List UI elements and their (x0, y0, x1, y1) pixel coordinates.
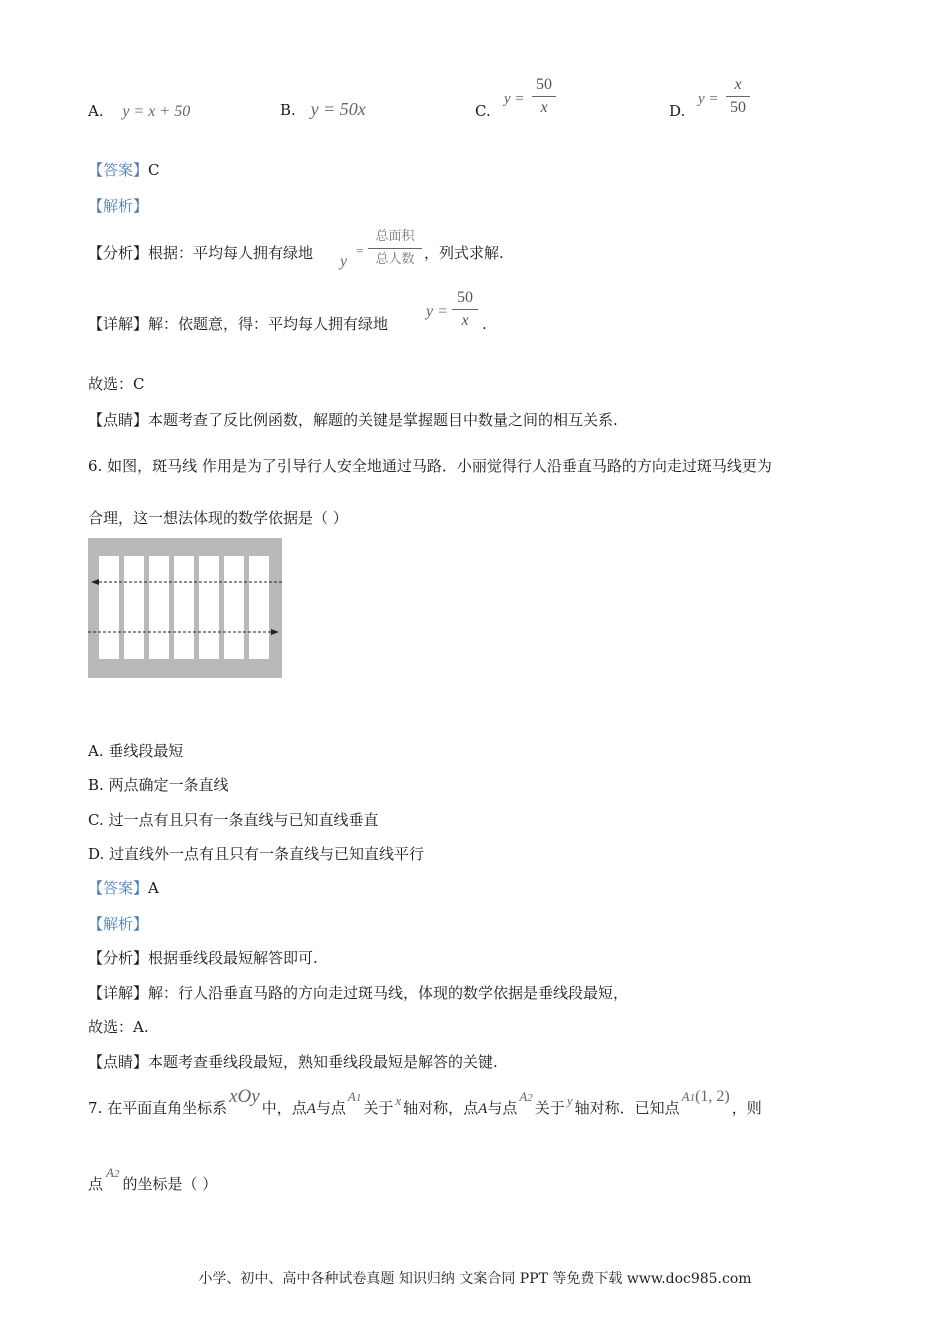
fenxi-eq: = (356, 243, 364, 258)
numerator: x (734, 76, 742, 93)
numerator: 50 (536, 76, 552, 93)
q5-analysis-tag: 【解析】 (88, 197, 149, 215)
comment-tag: 【点睛】 (88, 411, 149, 429)
denominator: 50 (730, 99, 746, 116)
denominator: x (540, 99, 548, 116)
point-a2-sub: 2 (113, 1168, 120, 1180)
zebra-stripe (174, 556, 194, 659)
option-d-lhs: y = (698, 91, 719, 107)
q5-answer (88, 160, 160, 180)
option-c-fraction (532, 76, 556, 117)
fenxi-tag: 【分析】 (88, 244, 149, 262)
q7-text: 点 (88, 1175, 104, 1193)
option-b (280, 99, 366, 120)
q5-fenxi (88, 243, 313, 263)
q5-comment (88, 410, 618, 430)
q5-detail (88, 314, 388, 334)
q6-option-d: D. 过直线外一点有且只有一条直线与已知直线平行 (88, 845, 425, 863)
q7-text: 与点 (315, 1099, 346, 1117)
fenxi-tag: 【分析】 (88, 949, 149, 967)
q7-text: ，则 (731, 1099, 762, 1117)
zebra-stripe (149, 556, 169, 659)
y-axis-label: y (566, 1093, 573, 1108)
zebra-crossing-figure (88, 538, 282, 678)
numerator: 总面积 (375, 229, 415, 244)
numerator: 50 (457, 289, 473, 306)
option-d-letter: D. (669, 102, 686, 120)
q7-text: 中，点 (261, 1099, 307, 1117)
option-c-lhs: y = (504, 91, 525, 107)
answer-value: C (148, 161, 160, 179)
point-a1-letter: A (681, 1089, 690, 1104)
denominator: 总人数 (375, 252, 415, 267)
q7-stem-line2 (88, 1165, 218, 1196)
answer-value: A (148, 879, 159, 897)
q7-text: 与点 (487, 1099, 518, 1117)
x-axis-label: x (395, 1093, 402, 1108)
q6-comment (88, 1052, 498, 1072)
q5-choice: 故选：C (88, 375, 145, 393)
q7-text: 7. 在平面直角坐标系 (88, 1099, 228, 1117)
zebra-stripe (99, 556, 119, 659)
answer-tag: 【答案】 (88, 161, 149, 179)
option-expr: y = 50x (310, 99, 366, 119)
detail-text: 解：行人沿垂直马路的方向走过斑马线，体现的数学依据是垂线段最短， (148, 984, 629, 1002)
q7-text: 的坐标是（ ） (122, 1175, 218, 1193)
comment-tag: 【点睛】 (88, 1053, 149, 1071)
q6-stem-line2: 合理，这一想法体现的数学依据是（ ） (88, 509, 348, 527)
option-letter: A. (88, 102, 104, 120)
fenxi-lhs: y (340, 253, 348, 270)
fenxi-text: 根据：平均每人拥有绿地 (148, 244, 314, 262)
fenxi-fraction (368, 228, 422, 269)
point-a1-coord (682, 1089, 730, 1104)
q7-text: 关于 (534, 1099, 565, 1117)
detail-text: 解：依题意，得：平均每人拥有绿地 (148, 315, 389, 333)
zebra-stripe (224, 556, 244, 659)
fenxi-tail: ，列式求解. (424, 244, 504, 262)
point-a: A (306, 1101, 316, 1117)
comment-text: 本题考查了反比例函数，解题的关键是掌握题目中数量之间的相互关系. (148, 411, 618, 429)
detail-tag: 【详解】 (88, 984, 149, 1002)
q7-stem-line1 (88, 1086, 762, 1120)
point-a1 (348, 1089, 361, 1104)
point-a1-sub: 1 (689, 1092, 696, 1104)
comment-text: 本题考查垂线段最短，熟知垂线段最短是解答的关键. (148, 1053, 498, 1071)
detail-tail: . (482, 315, 487, 333)
denominator: x (461, 312, 469, 329)
coordinate-value: (1, 2) (695, 1088, 730, 1105)
point-a1-letter: A (347, 1089, 356, 1104)
zebra-stripe (199, 556, 219, 659)
q6-option-a: A. 垂线段最短 (88, 742, 184, 760)
point-a: A (478, 1101, 488, 1117)
q6-analysis-tag: 【解析】 (88, 915, 149, 933)
q7-text: 轴对称．已知点 (574, 1099, 680, 1117)
detail-tag: 【详解】 (88, 315, 149, 333)
point-a2-letter: A (519, 1089, 528, 1104)
coord-system-label: xOy (229, 1086, 260, 1107)
q6-option-c: C. 过一点有且只有一条直线与已知直线垂直 (88, 811, 379, 829)
answer-tag: 【答案】 (88, 879, 149, 897)
point-a2 (106, 1165, 119, 1180)
option-letter: B. (280, 101, 296, 119)
detail-lhs: y = (426, 303, 448, 320)
option-c-letter: C. (475, 102, 491, 120)
q6-choice: 故选：A. (88, 1018, 149, 1036)
option-a (88, 101, 190, 122)
q6-fenxi (88, 948, 318, 968)
point-a2-letter: A (106, 1165, 114, 1180)
q7-text: 关于 (363, 1099, 394, 1117)
zebra-stripe (249, 556, 269, 659)
fenxi-text: 根据垂线段最短解答即可. (148, 949, 318, 967)
q6-stem-line1: 6. 如图，斑马线 作用是为了引导行人安全地通过马路．小丽觉得行人沿垂直马路的方向走过斑马线更为 (88, 457, 772, 475)
point-a1-sub: 1 (355, 1092, 362, 1104)
point-a2-sub: 2 (527, 1092, 533, 1104)
option-d-fraction (726, 76, 750, 117)
detail-fraction (452, 289, 478, 330)
q6-answer (88, 878, 159, 898)
q6-option-b: B. 两点确定一条直线 (88, 776, 229, 794)
q7-text: 轴对称，点 (403, 1099, 479, 1117)
point-a2 (519, 1089, 532, 1104)
page-footer: 小学、初中、高中各种试卷真题 知识归纳 文案合同 PPT 等免费下载 www.doc985.com (198, 1271, 752, 1287)
option-expr: y = x + 50 (122, 103, 191, 120)
q6-detail (88, 983, 628, 1003)
zebra-stripe (124, 556, 144, 659)
